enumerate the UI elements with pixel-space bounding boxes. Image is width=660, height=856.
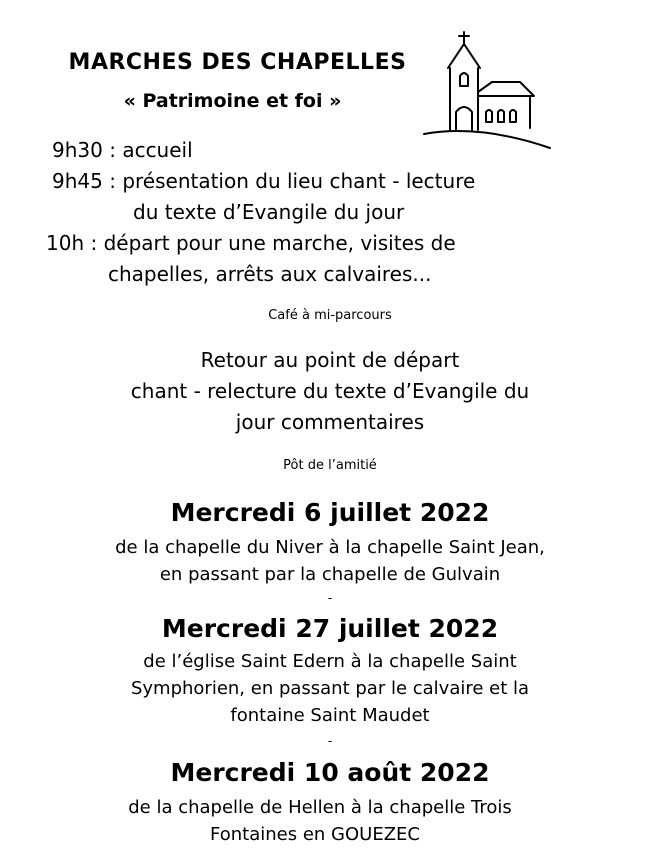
return-line-3: jour commentaires <box>235 410 425 434</box>
page-title: MARCHES DES CHAPELLES <box>68 50 407 75</box>
chapel-drawing-icon <box>420 30 555 155</box>
schedule-text: : présentation du lieu chant - lecture <box>102 169 476 193</box>
schedule-item-1 <box>52 138 193 162</box>
break-note: Café à mi-parcours <box>268 308 392 323</box>
walk-route-3-line-2: Fontaines en GOUEZEC <box>210 824 420 845</box>
closing-note: Pôt de l’amitié <box>283 458 377 473</box>
walk-route-2-line-2: Symphorien, en passant par le calvaire et la <box>130 678 530 699</box>
walk-route-1-line-1: de la chapelle du Niver à la chapelle Saint Jean, <box>115 537 545 558</box>
schedule-text: : accueil <box>102 138 193 162</box>
walk-route-1-line-2: en passant par la chapelle de Gulvain <box>159 564 501 585</box>
walk-date-3: Mercredi 10 août 2022 <box>170 758 490 787</box>
separator-1: - <box>327 591 333 605</box>
schedule-item-2 <box>52 169 475 193</box>
separator-2: - <box>327 734 333 748</box>
schedule-time: 9h45 <box>52 169 103 193</box>
schedule-item-2-continued: du texte d’Evangile du jour <box>133 200 405 224</box>
schedule-text: : départ pour une marche, visites de <box>84 231 456 255</box>
page-subtitle: « Patrimoine et foi » <box>123 90 342 112</box>
schedule-item-3-continued: chapelles, arrêts aux calvaires... <box>108 262 432 286</box>
return-line-1: Retour au point de départ <box>200 348 460 372</box>
walk-route-3-line-1: de la chapelle de Hellen à la chapelle Trois <box>128 797 512 818</box>
walk-route-2-line-1: de l’église Saint Edern à la chapelle Saint <box>143 651 517 672</box>
schedule-time: 10h <box>46 231 85 255</box>
schedule-time: 9h30 <box>52 138 103 162</box>
schedule-item-3 <box>46 231 456 255</box>
walk-date-2: Mercredi 27 juillet 2022 <box>161 614 499 643</box>
walk-route-2-line-3: fontaine Saint Maudet <box>230 705 430 726</box>
walk-date-1: Mercredi 6 juillet 2022 <box>170 498 490 527</box>
return-line-2: chant - relecture du texte d’Evangile du <box>130 379 530 403</box>
